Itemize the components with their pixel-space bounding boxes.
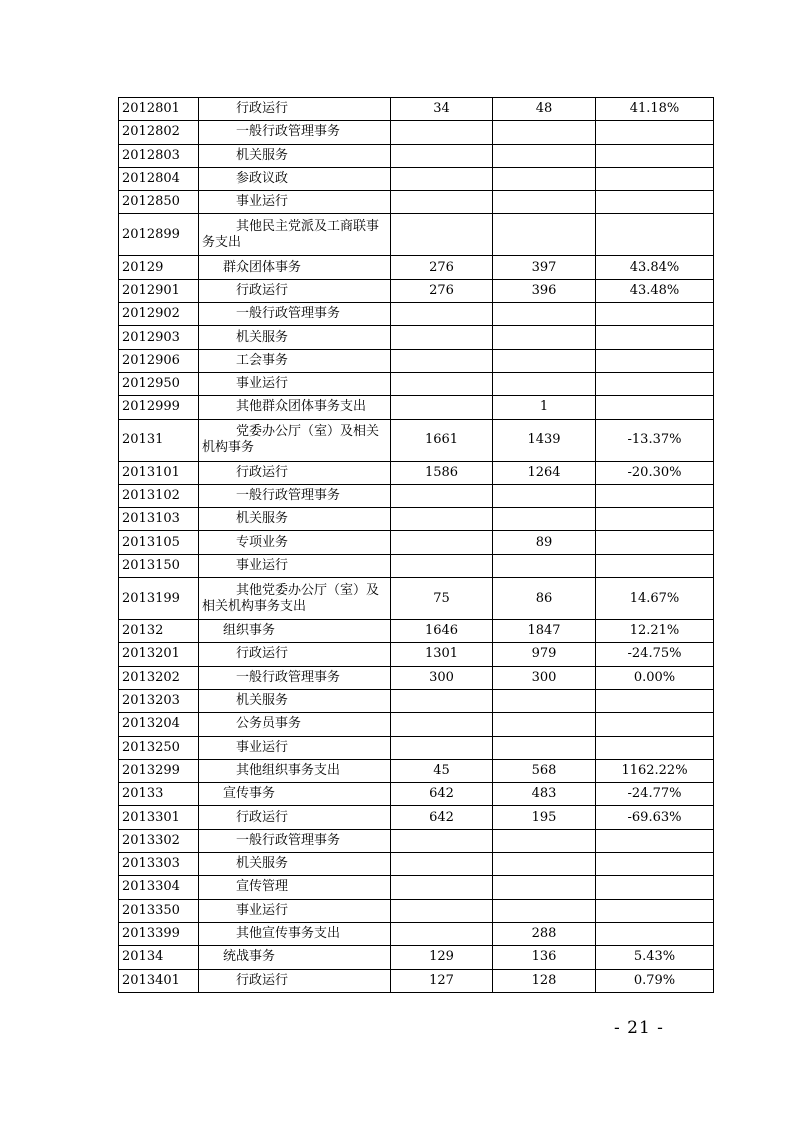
value-cell-1: 1586 — [391, 461, 493, 484]
change-percent-cell: -24.75% — [596, 643, 714, 666]
code-cell: 2012899 — [119, 214, 199, 256]
item-name-cell: 事业运行 — [199, 372, 391, 395]
value-cell-2: 396 — [493, 279, 596, 302]
value-cell-2 — [493, 349, 596, 372]
change-percent-cell — [596, 214, 714, 256]
item-name-cell: 一般行政管理事务 — [199, 121, 391, 144]
table-row — [119, 759, 714, 782]
table-row — [119, 853, 714, 876]
value-cell-1 — [391, 876, 493, 899]
code-cell: 2013303 — [119, 853, 199, 876]
change-percent-cell — [596, 922, 714, 945]
change-percent-cell: 0.79% — [596, 969, 714, 992]
value-cell-2: 483 — [493, 783, 596, 806]
value-cell-1 — [391, 736, 493, 759]
value-cell-1: 642 — [391, 783, 493, 806]
code-cell: 2012950 — [119, 372, 199, 395]
value-cell-2: 568 — [493, 759, 596, 782]
change-percent-cell: -13.37% — [596, 419, 714, 461]
value-cell-1 — [391, 191, 493, 214]
change-percent-cell — [596, 303, 714, 326]
table-row — [119, 899, 714, 922]
value-cell-1: 45 — [391, 759, 493, 782]
code-cell: 20132 — [119, 620, 199, 643]
table-row — [119, 167, 714, 190]
table-row — [119, 419, 714, 461]
value-cell-2 — [493, 484, 596, 507]
table-row — [119, 121, 714, 144]
change-percent-cell — [596, 396, 714, 419]
item-name-cell: 一般行政管理事务 — [199, 829, 391, 852]
item-name-cell: 机关服务 — [199, 326, 391, 349]
code-cell: 20133 — [119, 783, 199, 806]
table-row — [119, 922, 714, 945]
value-cell-2: 89 — [493, 531, 596, 554]
value-cell-2 — [493, 853, 596, 876]
table-row — [119, 531, 714, 554]
value-cell-1: 1661 — [391, 419, 493, 461]
value-cell-2 — [493, 214, 596, 256]
item-name-cell: 行政运行 — [199, 461, 391, 484]
table-row — [119, 484, 714, 507]
value-cell-1: 276 — [391, 279, 493, 302]
value-cell-1: 75 — [391, 578, 493, 620]
value-cell-1 — [391, 713, 493, 736]
change-percent-cell — [596, 484, 714, 507]
table-row — [119, 666, 714, 689]
code-cell: 2013150 — [119, 554, 199, 577]
item-name-cell: 其他组织事务支出 — [199, 759, 391, 782]
value-cell-1: 1646 — [391, 620, 493, 643]
change-percent-cell: -20.30% — [596, 461, 714, 484]
value-cell-1 — [391, 144, 493, 167]
table-row — [119, 144, 714, 167]
item-name-cell: 参政议政 — [199, 167, 391, 190]
item-name-cell: 其他民主党派及工商联事务支出 — [199, 214, 391, 256]
budget-table-body — [119, 98, 714, 993]
code-cell: 2012906 — [119, 349, 199, 372]
change-percent-cell — [596, 899, 714, 922]
table-row — [119, 783, 714, 806]
code-cell: 2013304 — [119, 876, 199, 899]
item-name-cell: 行政运行 — [199, 969, 391, 992]
item-name-cell: 其他群众团体事务支出 — [199, 396, 391, 419]
table-row — [119, 578, 714, 620]
item-name-cell: 一般行政管理事务 — [199, 666, 391, 689]
code-cell: 2012803 — [119, 144, 199, 167]
code-cell: 2013204 — [119, 713, 199, 736]
value-cell-1 — [391, 853, 493, 876]
value-cell-2 — [493, 736, 596, 759]
value-cell-1 — [391, 829, 493, 852]
value-cell-2 — [493, 144, 596, 167]
value-cell-2: 195 — [493, 806, 596, 829]
item-name-cell: 专项业务 — [199, 531, 391, 554]
item-name-cell: 一般行政管理事务 — [199, 484, 391, 507]
value-cell-1: 34 — [391, 98, 493, 121]
table-row — [119, 969, 714, 992]
change-percent-cell — [596, 736, 714, 759]
code-cell: 2013302 — [119, 829, 199, 852]
table-row — [119, 689, 714, 712]
value-cell-2 — [493, 713, 596, 736]
value-cell-1 — [391, 689, 493, 712]
value-cell-1: 1301 — [391, 643, 493, 666]
item-name-cell: 机关服务 — [199, 508, 391, 531]
table-row — [119, 508, 714, 531]
code-cell: 2013203 — [119, 689, 199, 712]
table-row — [119, 713, 714, 736]
code-cell: 2013101 — [119, 461, 199, 484]
value-cell-2: 288 — [493, 922, 596, 945]
item-name-cell: 一般行政管理事务 — [199, 303, 391, 326]
code-cell: 2013250 — [119, 736, 199, 759]
item-name-cell: 党委办公厅（室）及相关机构事务 — [199, 419, 391, 461]
value-cell-2 — [493, 167, 596, 190]
value-cell-2: 1847 — [493, 620, 596, 643]
value-cell-1 — [391, 372, 493, 395]
item-name-cell: 统战事务 — [199, 946, 391, 969]
value-cell-2: 136 — [493, 946, 596, 969]
change-percent-cell — [596, 121, 714, 144]
code-cell: 20131 — [119, 419, 199, 461]
code-cell: 2013202 — [119, 666, 199, 689]
value-cell-1: 276 — [391, 256, 493, 279]
item-name-cell: 事业运行 — [199, 899, 391, 922]
item-name-cell: 宣传管理 — [199, 876, 391, 899]
table-row — [119, 256, 714, 279]
change-percent-cell: 41.18% — [596, 98, 714, 121]
change-percent-cell — [596, 349, 714, 372]
value-cell-1 — [391, 508, 493, 531]
change-percent-cell: -69.63% — [596, 806, 714, 829]
value-cell-2 — [493, 121, 596, 144]
value-cell-2: 128 — [493, 969, 596, 992]
change-percent-cell — [596, 554, 714, 577]
table-row — [119, 554, 714, 577]
change-percent-cell — [596, 531, 714, 554]
code-cell: 2013105 — [119, 531, 199, 554]
item-name-cell: 事业运行 — [199, 736, 391, 759]
item-name-cell: 群众团体事务 — [199, 256, 391, 279]
table-row — [119, 372, 714, 395]
table-row — [119, 643, 714, 666]
value-cell-2 — [493, 372, 596, 395]
table-row — [119, 946, 714, 969]
item-name-cell: 机关服务 — [199, 144, 391, 167]
value-cell-2 — [493, 829, 596, 852]
item-name-cell: 组织事务 — [199, 620, 391, 643]
value-cell-1 — [391, 554, 493, 577]
change-percent-cell: 1162.22% — [596, 759, 714, 782]
item-name-cell: 行政运行 — [199, 279, 391, 302]
code-cell: 2012999 — [119, 396, 199, 419]
table-row — [119, 461, 714, 484]
code-cell: 2013299 — [119, 759, 199, 782]
change-percent-cell — [596, 372, 714, 395]
table-row — [119, 806, 714, 829]
change-percent-cell — [596, 508, 714, 531]
item-name-cell: 公务员事务 — [199, 713, 391, 736]
value-cell-2 — [493, 326, 596, 349]
change-percent-cell — [596, 167, 714, 190]
value-cell-2 — [493, 554, 596, 577]
table-row — [119, 326, 714, 349]
value-cell-1 — [391, 121, 493, 144]
table-row — [119, 214, 714, 256]
code-cell: 2012801 — [119, 98, 199, 121]
code-cell: 2012901 — [119, 279, 199, 302]
value-cell-2 — [493, 508, 596, 531]
value-cell-1 — [391, 484, 493, 507]
code-cell: 2012802 — [119, 121, 199, 144]
item-name-cell: 其他党委办公厅（室）及相关机构事务支出 — [199, 578, 391, 620]
item-name-cell: 行政运行 — [199, 643, 391, 666]
table-row — [119, 736, 714, 759]
budget-table — [118, 97, 714, 993]
value-cell-2: 86 — [493, 578, 596, 620]
value-cell-1 — [391, 349, 493, 372]
change-percent-cell: 43.48% — [596, 279, 714, 302]
code-cell: 2013350 — [119, 899, 199, 922]
value-cell-1 — [391, 326, 493, 349]
table-row — [119, 396, 714, 419]
code-cell: 2013401 — [119, 969, 199, 992]
table-row — [119, 303, 714, 326]
item-name-cell: 其他宣传事务支出 — [199, 922, 391, 945]
table-row — [119, 349, 714, 372]
change-percent-cell: 12.21% — [596, 620, 714, 643]
code-cell: 2012903 — [119, 326, 199, 349]
item-name-cell: 宣传事务 — [199, 783, 391, 806]
code-cell: 2013103 — [119, 508, 199, 531]
table-row — [119, 876, 714, 899]
value-cell-1 — [391, 899, 493, 922]
value-cell-2: 1439 — [493, 419, 596, 461]
change-percent-cell — [596, 144, 714, 167]
value-cell-1 — [391, 303, 493, 326]
value-cell-2 — [493, 191, 596, 214]
code-cell: 2012804 — [119, 167, 199, 190]
change-percent-cell: 5.43% — [596, 946, 714, 969]
value-cell-1 — [391, 396, 493, 419]
item-name-cell: 机关服务 — [199, 689, 391, 712]
change-percent-cell: 43.84% — [596, 256, 714, 279]
table-row — [119, 191, 714, 214]
value-cell-1: 129 — [391, 946, 493, 969]
value-cell-1: 127 — [391, 969, 493, 992]
change-percent-cell — [596, 713, 714, 736]
item-name-cell: 工会事务 — [199, 349, 391, 372]
table-row — [119, 829, 714, 852]
value-cell-1: 300 — [391, 666, 493, 689]
code-cell: 2013399 — [119, 922, 199, 945]
change-percent-cell — [596, 326, 714, 349]
item-name-cell: 事业运行 — [199, 191, 391, 214]
code-cell: 2012850 — [119, 191, 199, 214]
value-cell-2: 300 — [493, 666, 596, 689]
value-cell-2 — [493, 689, 596, 712]
value-cell-1 — [391, 922, 493, 945]
change-percent-cell: 0.00% — [596, 666, 714, 689]
value-cell-2 — [493, 899, 596, 922]
change-percent-cell: -24.77% — [596, 783, 714, 806]
change-percent-cell — [596, 853, 714, 876]
value-cell-2: 48 — [493, 98, 596, 121]
item-name-cell: 行政运行 — [199, 806, 391, 829]
table-row — [119, 98, 714, 121]
value-cell-1: 642 — [391, 806, 493, 829]
code-cell: 20134 — [119, 946, 199, 969]
value-cell-2 — [493, 876, 596, 899]
code-cell: 2013102 — [119, 484, 199, 507]
value-cell-1 — [391, 167, 493, 190]
value-cell-2: 1 — [493, 396, 596, 419]
table-row — [119, 279, 714, 302]
change-percent-cell: 14.67% — [596, 578, 714, 620]
value-cell-1 — [391, 531, 493, 554]
code-cell: 2013301 — [119, 806, 199, 829]
code-cell: 20129 — [119, 256, 199, 279]
value-cell-2 — [493, 303, 596, 326]
value-cell-1 — [391, 214, 493, 256]
item-name-cell: 机关服务 — [199, 853, 391, 876]
page-number: - 21 - — [614, 1018, 664, 1038]
code-cell: 2013199 — [119, 578, 199, 620]
item-name-cell: 行政运行 — [199, 98, 391, 121]
value-cell-2: 1264 — [493, 461, 596, 484]
code-cell: 2012902 — [119, 303, 199, 326]
change-percent-cell — [596, 191, 714, 214]
change-percent-cell — [596, 876, 714, 899]
change-percent-cell — [596, 829, 714, 852]
table-row — [119, 620, 714, 643]
item-name-cell: 事业运行 — [199, 554, 391, 577]
value-cell-2: 397 — [493, 256, 596, 279]
change-percent-cell — [596, 689, 714, 712]
code-cell: 2013201 — [119, 643, 199, 666]
value-cell-2: 979 — [493, 643, 596, 666]
